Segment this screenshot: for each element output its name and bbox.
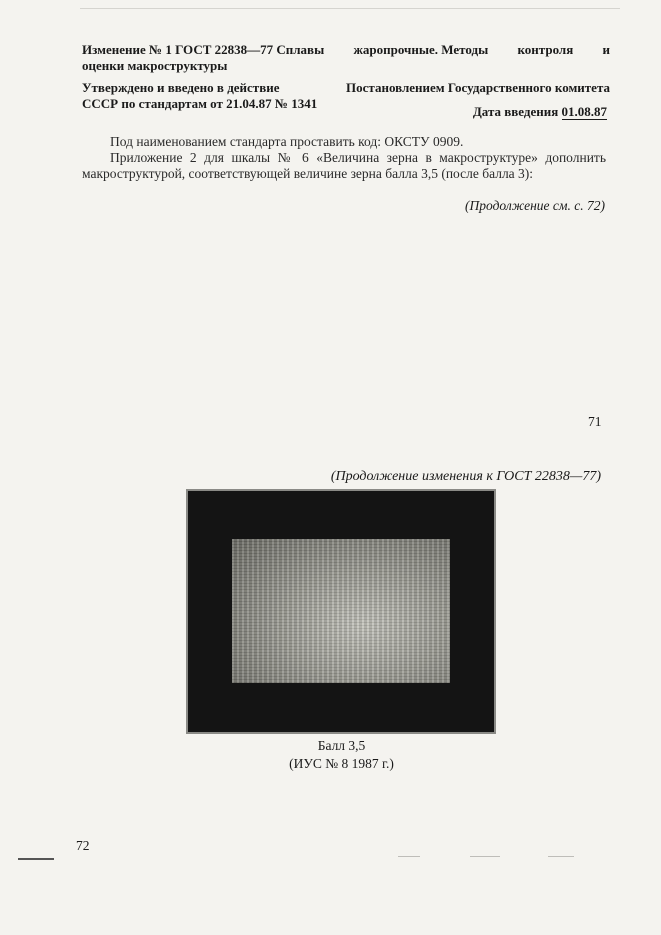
bottom-rule-1: [398, 856, 420, 857]
effective-date: [473, 104, 607, 120]
heading-line1-part4: и: [602, 42, 610, 57]
effective-date-value: 01.08.87: [561, 104, 607, 119]
heading-line1-part2: жаропрочные. Методы: [353, 42, 489, 57]
figure-source: (ИУС № 8 1987 г.): [289, 756, 394, 771]
continued-note: (Продолжение см. с. 72): [465, 198, 605, 213]
top-rule: [80, 8, 620, 9]
approval-line1-part2: Постановлением Государственного комитета: [346, 80, 610, 95]
heading-line2: оценки макроструктуры: [82, 58, 228, 73]
amendment-body: [82, 134, 606, 182]
page-number-71: 71: [588, 414, 602, 429]
amendment-heading: [82, 42, 610, 74]
page-number-72: 72: [76, 838, 90, 853]
approval-line2: СССР по стандартам от 21.04.87 № 1341: [82, 96, 318, 111]
macrostructure-sample-area: [232, 539, 450, 683]
effective-date-label: Дата введения: [472, 104, 559, 119]
body-paragraph-1: Под наименованием стандарта проставить код: ОКСТУ 0909.: [110, 134, 464, 149]
heading-line1-part3: контроля: [517, 42, 574, 57]
bottom-left-rule: [18, 858, 54, 860]
heading-line1-part1: Изменение № 1 ГОСТ 22838—77 Сплавы: [82, 42, 325, 57]
figure-caption: Балл 3,5: [317, 738, 366, 753]
body-paragraph-2: Приложение 2 для шкалы № 6 «Величина зерна в макроструктуре» дополнить макроструктурой, соответствующей величине зерна балла 3,5 (после балла 3):: [82, 150, 606, 181]
approval-line1-part1: Утверждено и введено в действие: [82, 80, 280, 95]
macrostructure-photo: [188, 491, 494, 732]
continuation-header: (Продолжение изменения к ГОСТ 22838—77): [330, 469, 601, 484]
bottom-rule-3: [548, 856, 574, 857]
bottom-rule-2: [470, 856, 500, 857]
